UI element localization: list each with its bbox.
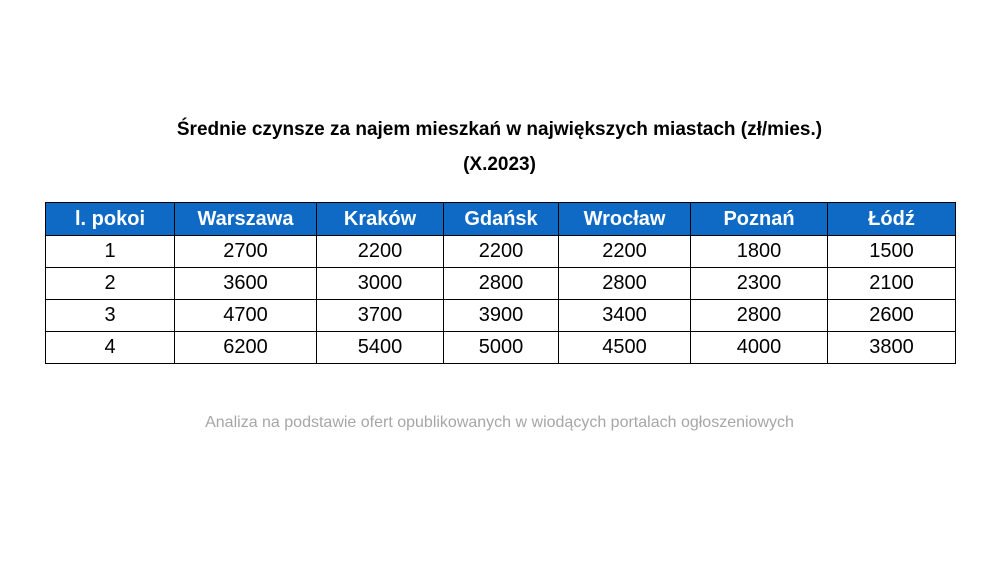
table-cell: 2100: [828, 268, 956, 300]
header-cell-lodz: Łódź: [828, 203, 956, 236]
table-cell: 1: [46, 236, 175, 268]
table-cell: 2200: [559, 236, 691, 268]
table-cell: 4: [46, 332, 175, 364]
table-cell: 3400: [559, 300, 691, 332]
table-cell: 2800: [444, 268, 559, 300]
table-cell: 2200: [317, 236, 444, 268]
table-cell: 6200: [175, 332, 317, 364]
header-cell-rooms: l. pokoi: [46, 203, 175, 236]
header-cell-wroclaw: Wrocław: [559, 203, 691, 236]
table-cell: 3800: [828, 332, 956, 364]
table-header-row: [46, 203, 956, 236]
table-cell: 4000: [691, 332, 828, 364]
table-cell: 3: [46, 300, 175, 332]
table-cell: 4500: [559, 332, 691, 364]
source-footnote: Analiza na podstawie ofert opublikowanych w wiodących portalach ogłoszeniowych: [205, 414, 794, 431]
table-cell: 3900: [444, 300, 559, 332]
table-cell: 3600: [175, 268, 317, 300]
table-row: [46, 268, 956, 300]
table-cell: 4700: [175, 300, 317, 332]
rent-table: [45, 202, 956, 364]
table-cell: 2800: [691, 300, 828, 332]
table-cell: 5000: [444, 332, 559, 364]
table-cell: 2600: [828, 300, 956, 332]
table-cell: 2800: [559, 268, 691, 300]
header-cell-krakow: Kraków: [317, 203, 444, 236]
table-cell: 2300: [691, 268, 828, 300]
table-cell: 2200: [444, 236, 559, 268]
header-cell-poznan: Poznań: [691, 203, 828, 236]
table-cell: 2: [46, 268, 175, 300]
header-cell-warszawa: Warszawa: [175, 203, 317, 236]
table-cell: 2700: [175, 236, 317, 268]
table-cell: 3700: [317, 300, 444, 332]
table-row: [46, 300, 956, 332]
table-row: [46, 332, 956, 364]
chart-subtitle: (X.2023): [463, 154, 536, 175]
table-cell: 5400: [317, 332, 444, 364]
chart-title: Średnie czynsze za najem mieszkań w największych miastach (zł/mies.): [176, 119, 823, 140]
table-row: [46, 236, 956, 268]
header-cell-gdansk: Gdańsk: [444, 203, 559, 236]
table-cell: 1500: [828, 236, 956, 268]
table-cell: 3000: [317, 268, 444, 300]
table-cell: 1800: [691, 236, 828, 268]
